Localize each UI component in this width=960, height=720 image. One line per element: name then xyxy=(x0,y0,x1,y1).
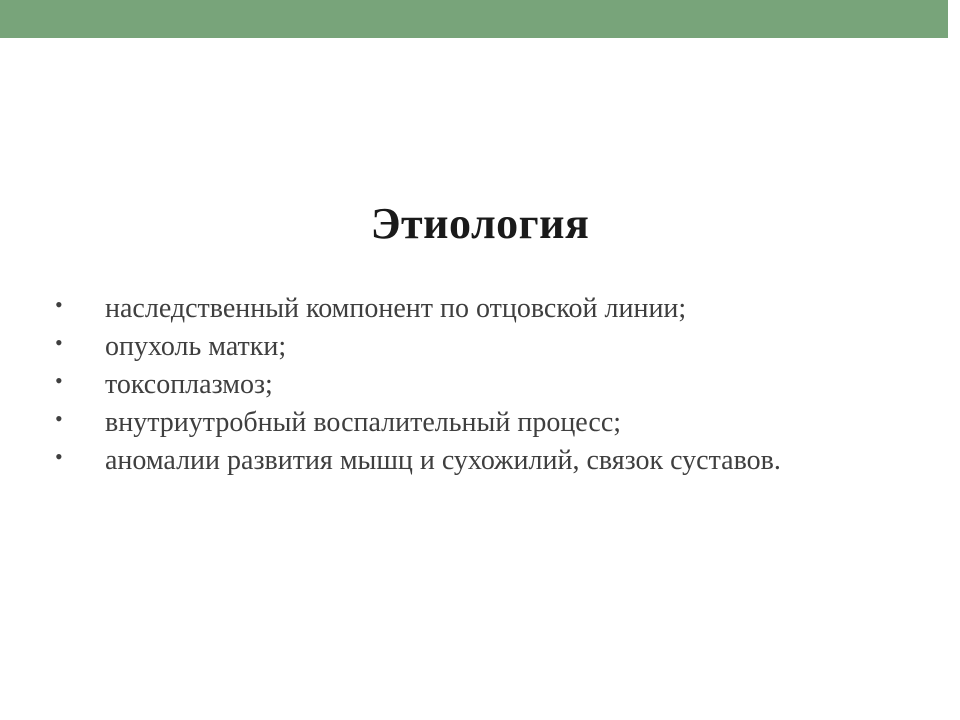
list-item xyxy=(55,366,915,404)
list-item-text: наследственный компонент по отцовской линии; xyxy=(105,293,687,324)
bullet-icon: • xyxy=(55,406,63,431)
list-item-text: токсоплазмоз; xyxy=(105,369,273,400)
bullet-icon: • xyxy=(55,292,63,317)
list-item xyxy=(55,442,915,480)
list-item-text: опухоль матки; xyxy=(105,331,287,362)
top-accent-bar xyxy=(0,0,948,38)
bullet-icon: • xyxy=(55,368,63,393)
list-item xyxy=(55,290,915,328)
list-item-text: аномалии развития мышц и сухожилий, связок суставов. xyxy=(105,445,781,476)
list-item xyxy=(55,328,915,366)
bullet-icon: • xyxy=(55,330,63,355)
bullet-icon: • xyxy=(55,444,63,469)
list-item xyxy=(55,404,915,442)
bullet-list xyxy=(55,290,915,480)
slide-title: Этиология xyxy=(370,199,590,248)
list-item-text: внутриутробный воспалительный процесс; xyxy=(105,407,622,438)
